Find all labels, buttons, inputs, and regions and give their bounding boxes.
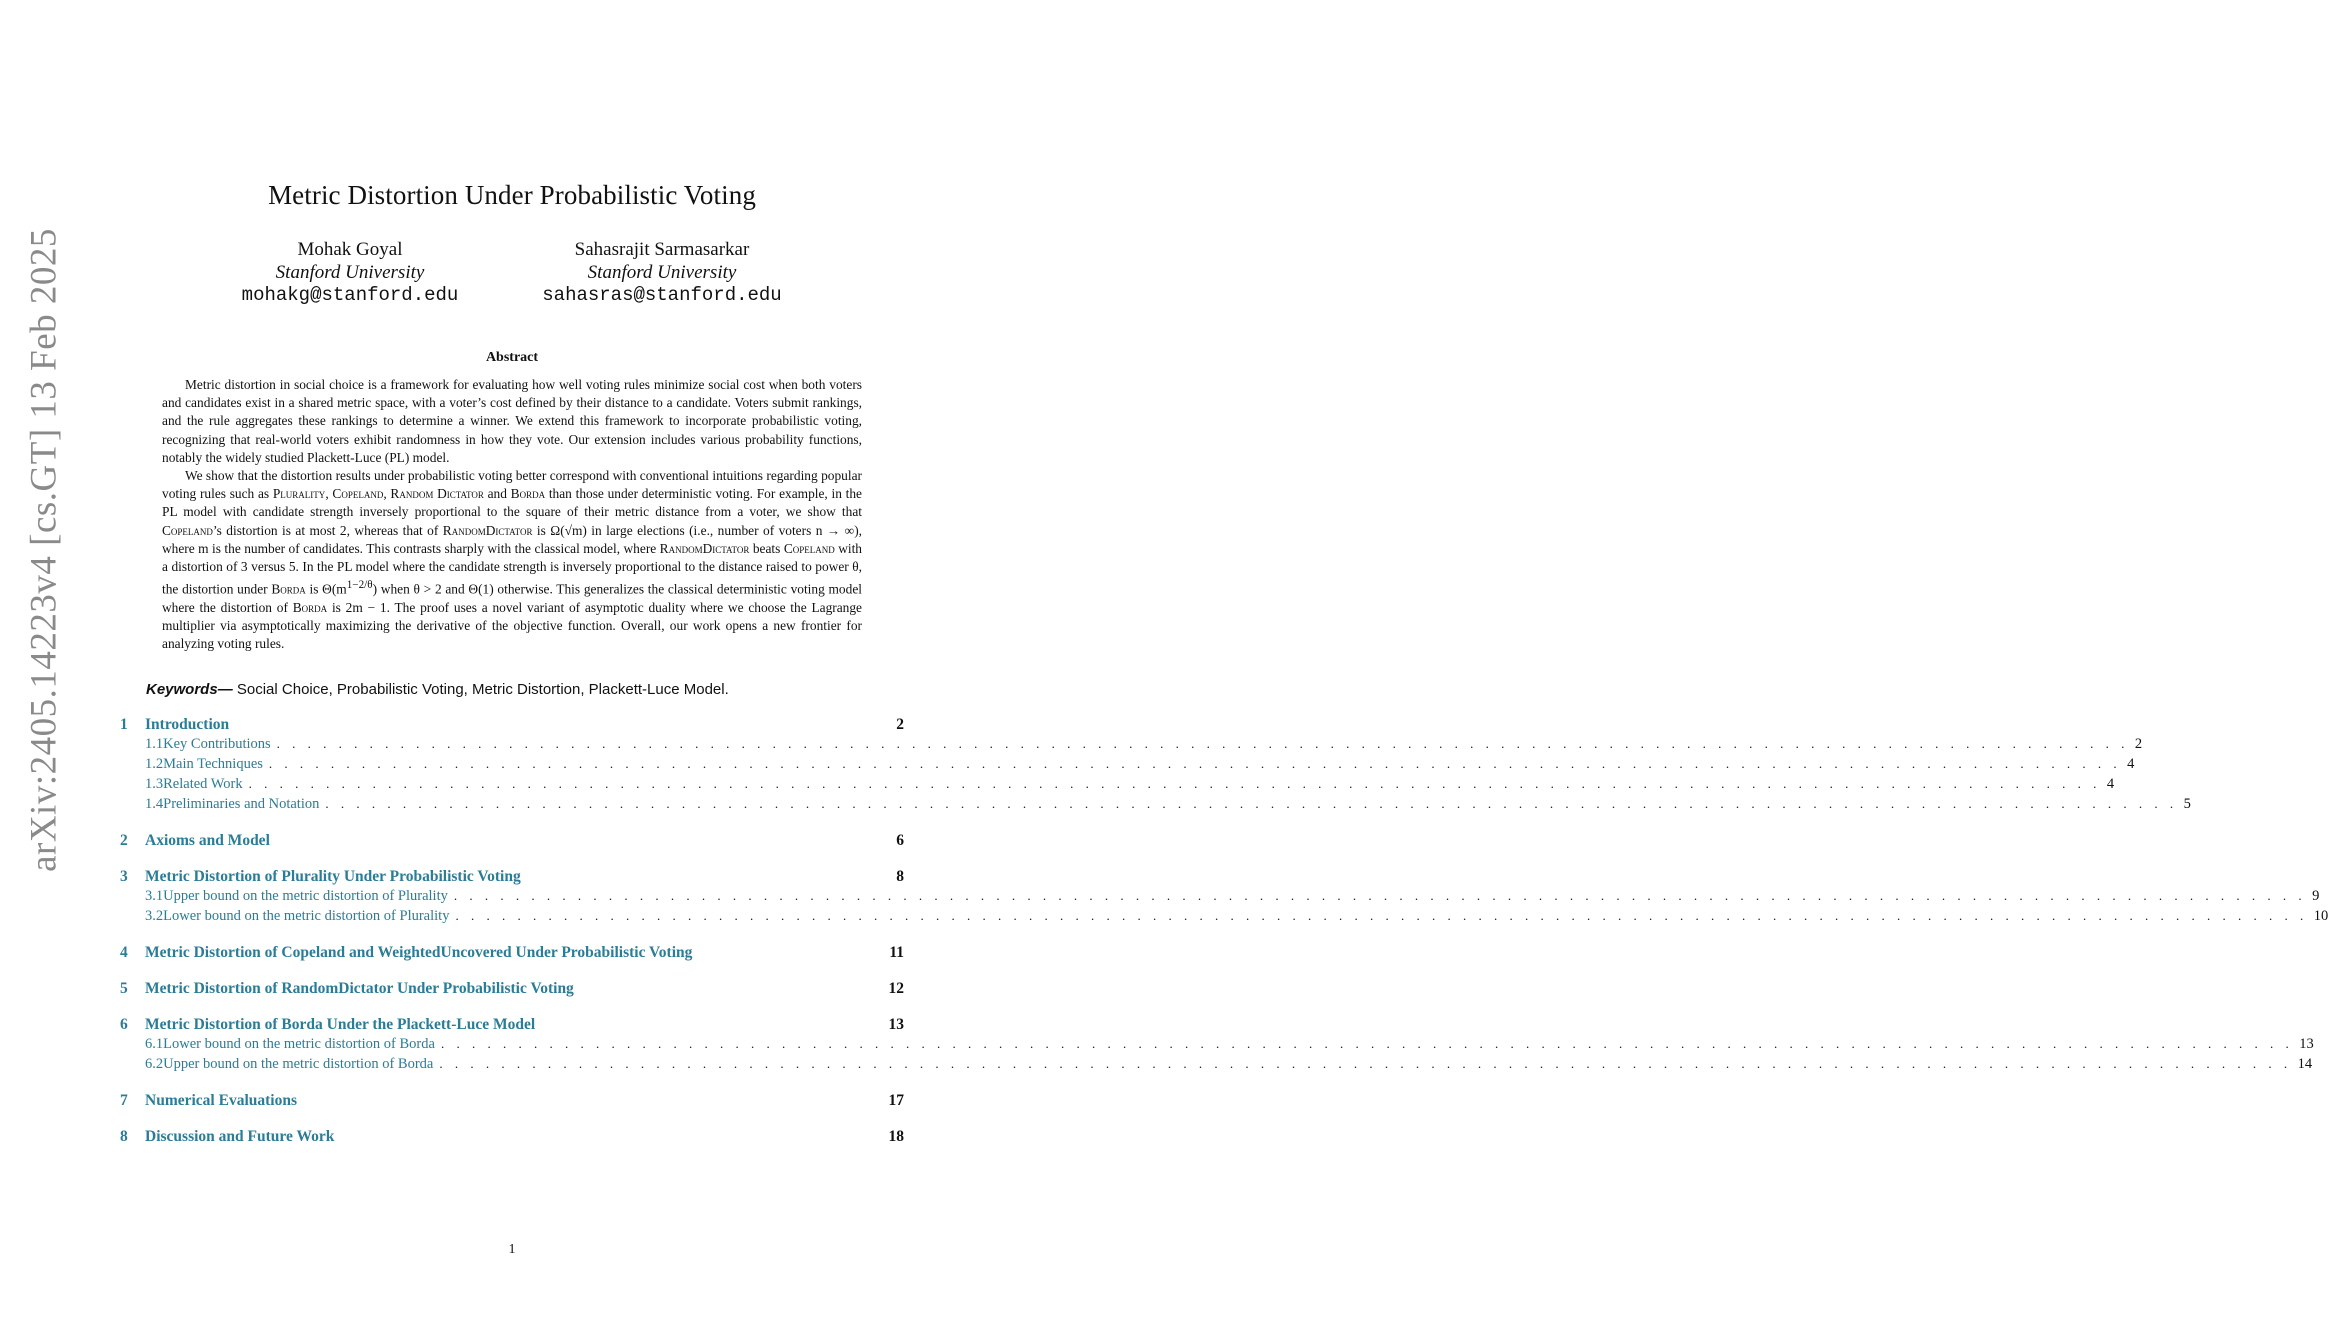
author-email[interactable]: mohakg@stanford.edu	[241, 284, 459, 306]
voting-rule: Borda	[292, 599, 328, 615]
toc-page-number: 8	[896, 868, 904, 885]
paper-title: Metric Distortion Under Probabilistic Voting	[268, 180, 756, 210]
toc-page-number: 4	[2127, 756, 2135, 772]
toc-subsection-title[interactable]: Main Techniques	[163, 756, 263, 772]
toc-section-7[interactable]	[120, 1092, 904, 1112]
abstract-text: with a distortion of 3 versus 5. In the PL model where the candidate strength is inversely proportional to the distance raised to power θ, the distortion under	[162, 540, 863, 597]
toc-subsection-title[interactable]: Upper bound on the metric distortion of Borda	[163, 1056, 434, 1072]
toc-page-number: 10	[2313, 908, 2328, 924]
author-affiliation: Stanford University	[587, 262, 737, 283]
toc-subsection-6.1[interactable]	[120, 1036, 2314, 1056]
toc-leader-dots: . . . . . . . . . . . . . . . . . . . . . . . . . . . . . . . . . . . . . . . . . . . . . . . . . . . . . . . . . . . . . . . . . . . . . . . . . . . . . . . . . . . . . . . . . . . . . . . . . . . . . . . . . . . . . . . . . . . . . . . .	[276, 736, 2129, 751]
voting-rule: RandomDictator	[442, 522, 533, 538]
toc-section-2[interactable]	[120, 832, 904, 852]
toc-leader-dots: . . . . . . . . . . . . . . . . . . . . . . . . . . . . . . . . . . . . . . . . . . . . . . . . . . . . . . . . . . . . . . . . . . . . . . . . . . . . . . . . . . . . . . . . . . . . . . . . . . . . . . . . . . . . . . . . . . . . . . . .	[248, 776, 2101, 791]
toc-subsection-number: 1.2	[145, 756, 164, 772]
toc-section-number: 2	[120, 832, 128, 849]
toc-section-title[interactable]: Axioms and Model	[145, 832, 270, 849]
toc-leader-dots: . . . . . . . . . . . . . . . . . . . . . . . . . . . . . . . . . . . . . . . . . . . . . . . . . . . . . . . . . . . . . . . . . . . . . . . . . . . . . . . . . . . . . . . . . . . . . . . . . . . . . . . . . . . . . . . . . . . . . . . .	[453, 888, 2307, 903]
toc-subsection-3.2[interactable]	[120, 908, 2328, 928]
toc-section-number: 6	[120, 1016, 128, 1033]
toc-page-number: 18	[888, 1128, 904, 1145]
toc-leader-dots: . . . . . . . . . . . . . . . . . . . . . . . . . . . . . . . . . . . . . . . . . . . . . . . . . . . . . . . . . . . . . . . . . . . . . . . . . . . . . . . . . . . . . . . . . . . . . . . . . . . . . . . . . . . . . . . . . . . . . . . .	[325, 796, 2178, 811]
toc-subsection-1.1[interactable]	[120, 736, 2143, 756]
abstract-text: is 2m − 1. The proof uses a novel variant of asymptotic duality where we choose the Lagrange multiplier via asymptotically maximizing the derivative of the objective function. Overall, our work opens a new frontier for analyzing voting rules.	[162, 599, 863, 652]
toc-page-number: 17	[888, 1092, 904, 1109]
toc-subsection-6.2[interactable]	[120, 1056, 2313, 1076]
keywords-line	[146, 681, 906, 698]
toc-leader-dots: . . . . . . . . . . . . . . . . . . . . . . . . . . . . . . . . . . . . . . . . . . . . . . . . . . . . . . . . . . . . . . . . . . . . . . . . . . . . . . . . . . . . . . . . . . . . . . . . . . . . . . . . . . . . . . . . . . . . . . . .	[440, 1036, 2294, 1051]
toc-leader-dots: . . . . . . . . . . . . . . . . . . . . . . . . . . . . . . . . . . . . . . . . . . . . . . . . . . . . . . . . . . . . . . . . . . . . . . . . . . . . . . . . . . . . . . . . . . . . . . . . . . . . . . . . . . . . . . . . . . . . . . . .	[268, 756, 2122, 771]
toc-section-title[interactable]: Discussion and Future Work	[145, 1128, 335, 1145]
abstract-text: ,	[325, 486, 333, 502]
abstract-paragraph-1: Metric distortion in social choice is a framework for evaluating how well voting rules minimize social cost when both voters and candidates exist in a shared metric space, with a voter’s cost defined by their distance to a candidate. Voters submit rankings, and the rule aggregates these rankings to determine a winner. We extend this framework to incorporate probabilistic voting, recognizing that real-world voters exhibit randomness in how they vote. Our extension includes various probability functions, notably the widely studied Plackett-Luce (PL) model.	[162, 377, 862, 465]
voting-rule: Copeland	[783, 540, 835, 556]
keywords-label: Keywords—	[146, 681, 233, 698]
toc-section-title[interactable]: Metric Distortion of Plurality Under Probabilistic Voting	[145, 868, 521, 885]
toc-section-number: 8	[120, 1128, 128, 1145]
voting-rule: Borda	[271, 581, 306, 597]
toc-section-5[interactable]	[120, 980, 904, 1000]
toc-page-number: 12	[888, 980, 904, 997]
toc-subsection-number: 6.1	[145, 1036, 164, 1052]
toc-section-title[interactable]: Metric Distortion of Borda Under the Plackett-Luce Model	[145, 1016, 536, 1033]
voting-rule: Plurality	[272, 486, 326, 502]
toc-section-title[interactable]: Numerical Evaluations	[145, 1092, 297, 1109]
author-block-1	[200, 238, 500, 307]
table-of-contents	[120, 716, 2328, 1148]
toc-subsection-title[interactable]: Lower bound on the metric distortion of Borda	[163, 1036, 435, 1052]
toc-leader-dots: . . . . . . . . . . . . . . . . . . . . . . . . . . . . . . . . . . . . . . . . . . . . . . . . . . . . . . . . . . . . . . . . . . . . . . . . . . . . . . . . . . . . . . . . . . . . . . . . . . . . . . . . . . . . . . . . . . . . . . . .	[455, 908, 2308, 923]
voting-rule: Copeland	[162, 522, 213, 538]
abstract-paragraph-2	[162, 467, 862, 654]
voting-rule: Random Dictator	[390, 486, 484, 502]
toc-section-number: 1	[120, 716, 128, 733]
abstract-text: is Θ(m	[305, 581, 347, 597]
author-affiliation: Stanford University	[275, 262, 425, 283]
toc-section-title[interactable]: Metric Distortion of RandomDictator Under Probabilistic Voting	[145, 980, 574, 997]
abstract-text: We show that the distortion results under probabilistic voting better correspond with conventional intuitions regarding popular voting rules such as	[162, 468, 862, 502]
abstract-body	[162, 376, 862, 654]
toc-section-number: 4	[120, 944, 128, 961]
toc-subsection-number: 3.1	[145, 888, 164, 904]
toc-section-6[interactable]	[120, 1016, 904, 1036]
toc-subsection-number: 1.3	[145, 776, 164, 792]
voting-rule: RandomDictator	[659, 540, 750, 556]
arxiv-id-text: arXiv:2405.14223v4 [cs.GT] 13 Feb 2025	[23, 228, 65, 872]
toc-section-number: 3	[120, 868, 128, 885]
toc-subsection-number: 6.2	[145, 1056, 164, 1072]
voting-rule: Borda	[510, 486, 546, 502]
toc-page-number: 5	[2183, 796, 2191, 812]
page-number: 1	[508, 1242, 516, 1257]
author-name: Mohak Goyal	[297, 239, 403, 260]
toc-section-number: 5	[120, 980, 128, 997]
abstract-text: is Ω(√m) in large elections (i.e., number of voters n → ∞), where m is the number of candidates. This contrasts sharply with the classical model, where	[162, 522, 862, 556]
abstract-text: beats	[749, 540, 784, 556]
abstract-text: ) when θ > 2 and Θ(1) otherwise. This generalizes the classical deterministic voting model where the distortion of	[162, 581, 862, 615]
toc-subsection-title[interactable]: Preliminaries and Notation	[163, 796, 320, 812]
toc-subsection-1.2[interactable]	[120, 756, 2135, 776]
toc-subsection-title[interactable]: Key Contributions	[163, 736, 271, 752]
arxiv-identifier-stamp	[14, 150, 74, 950]
abstract-text: ,	[383, 486, 391, 502]
toc-section-title[interactable]: Metric Distortion of Copeland and WeightedUncovered Under Probabilistic Voting	[145, 944, 693, 961]
toc-page-number: 6	[896, 832, 904, 849]
toc-section-3[interactable]	[120, 868, 904, 888]
toc-page-number: 13	[888, 1016, 904, 1033]
toc-subsection-title[interactable]: Lower bound on the metric distortion of Plurality	[163, 908, 450, 924]
toc-section-1[interactable]	[120, 716, 904, 736]
author-email[interactable]: sahasras@stanford.edu	[542, 284, 782, 306]
toc-page-number: 13	[2299, 1036, 2314, 1052]
toc-subsection-number: 3.2	[145, 908, 164, 924]
abstract-heading: Abstract	[485, 350, 539, 365]
abstract-text: than those under deterministic voting. For example, in the PL model with candidate strength inversely proportional to the square of their metric distance from a voter, we show that	[162, 486, 862, 520]
author-name: Sahasrajit Sarmasarkar	[574, 239, 750, 260]
toc-page-number: 9	[2312, 888, 2320, 904]
toc-subsection-3.1[interactable]	[120, 888, 2320, 908]
keywords-text: Social Choice, Probabilistic Voting, Metric Distortion, Plackett-Luce Model.	[232, 681, 729, 698]
toc-subsection-number: 1.4	[145, 796, 164, 812]
author-block-2	[512, 238, 812, 307]
toc-page-number: 11	[889, 944, 904, 961]
toc-subsection-title[interactable]: Upper bound on the metric distortion of Plurality	[163, 888, 448, 904]
toc-page-number: 14	[2297, 1056, 2313, 1072]
toc-section-8[interactable]	[120, 1128, 904, 1148]
toc-page-number: 4	[2106, 776, 2115, 792]
voting-rule: Copeland	[332, 486, 384, 502]
toc-subsection-number: 1.1	[145, 736, 164, 752]
abstract-text: ’s distortion is at most 2, whereas that of	[212, 522, 443, 538]
toc-page-number: 2	[2134, 736, 2143, 752]
toc-subsection-1.3[interactable]	[120, 776, 2115, 796]
toc-subsection-1.4[interactable]	[120, 796, 2191, 816]
abstract-text: and	[483, 486, 511, 502]
toc-leader-dots: . . . . . . . . . . . . . . . . . . . . . . . . . . . . . . . . . . . . . . . . . . . . . . . . . . . . . . . . . . . . . . . . . . . . . . . . . . . . . . . . . . . . . . . . . . . . . . . . . . . . . . . . . . . . . . . . . . . . . . . .	[439, 1056, 2292, 1071]
toc-section-4[interactable]	[120, 944, 904, 964]
toc-section-number: 7	[120, 1092, 128, 1109]
toc-subsection-title[interactable]: Related Work	[163, 776, 243, 792]
toc-page-number: 2	[896, 716, 904, 733]
toc-section-title[interactable]: Introduction	[145, 716, 230, 733]
math-exponent: 1−2/θ	[346, 579, 373, 592]
